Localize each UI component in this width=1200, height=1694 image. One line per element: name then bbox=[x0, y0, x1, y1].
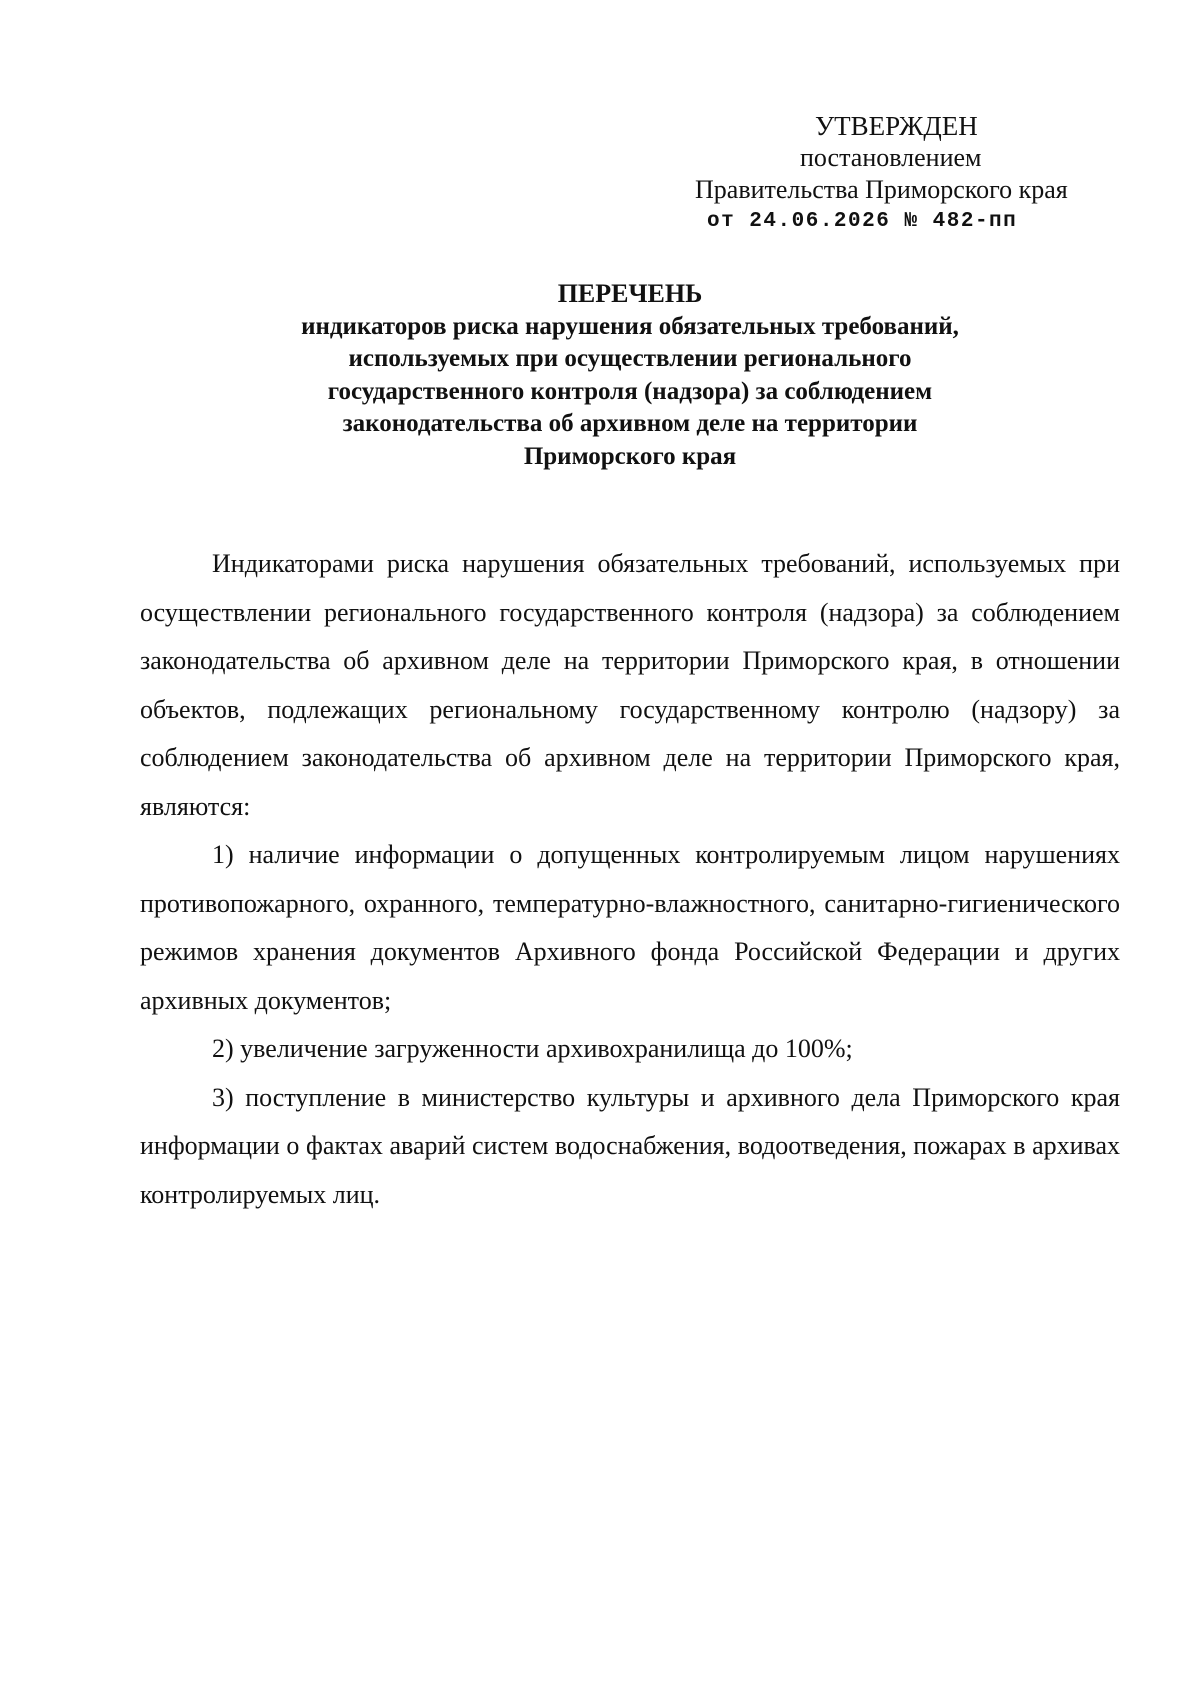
approval-by: постановлением bbox=[800, 143, 982, 172]
list-item: 3) поступление в министерство культуры и архивного дела Приморского края информации о фактах аварий систем водоснабжения, водоотведения, пожарах в архивах контролируемых лиц. bbox=[140, 1082, 1120, 1209]
title-line: индикаторов риска нарушения обязательных требований, bbox=[301, 312, 959, 340]
title-line: Приморского края bbox=[523, 442, 737, 470]
approval-heading: УТВЕРЖДЕН bbox=[815, 111, 978, 141]
title-main: ПЕРЕЧЕНЬ bbox=[557, 279, 703, 308]
approval-authority: Правительства Приморского края bbox=[695, 175, 1068, 204]
title-line: используемых при осуществлении регионального bbox=[348, 345, 912, 372]
title-line: государственного контроля (надзора) за соблюдением bbox=[327, 377, 933, 405]
approval-date-number: от 24.06.2026 № 482-пп bbox=[707, 210, 1018, 233]
document-title bbox=[140, 278, 1120, 473]
approval-stamp bbox=[680, 110, 1130, 238]
document-body bbox=[140, 540, 1120, 1219]
intro-paragraph: Индикаторами риска нарушения обязательных требований, используемых при осуществлении регионального государственного контроля (надзора) за соблюдением законодательства об архивном деле на территории Приморского края, в отношении объектов, подлежащих региональному государственному контролю (надзору) за соблюдением законодательства об архивном деле на территории Приморского края, являются: bbox=[140, 549, 1120, 821]
list-item: 2) увеличение загруженности архивохранилища до 100%; bbox=[212, 1034, 853, 1063]
list-item: 1) наличие информации о допущенных контролируемым лицом нарушениях противопожарного, охранного, температурно-влажностного, санитарно-гигиенического режимов хранения документов Архивного фонда Российской Федерации и других архивных документов; bbox=[140, 840, 1120, 1015]
title-line: законодательства об архивном деле на территории bbox=[342, 410, 918, 437]
